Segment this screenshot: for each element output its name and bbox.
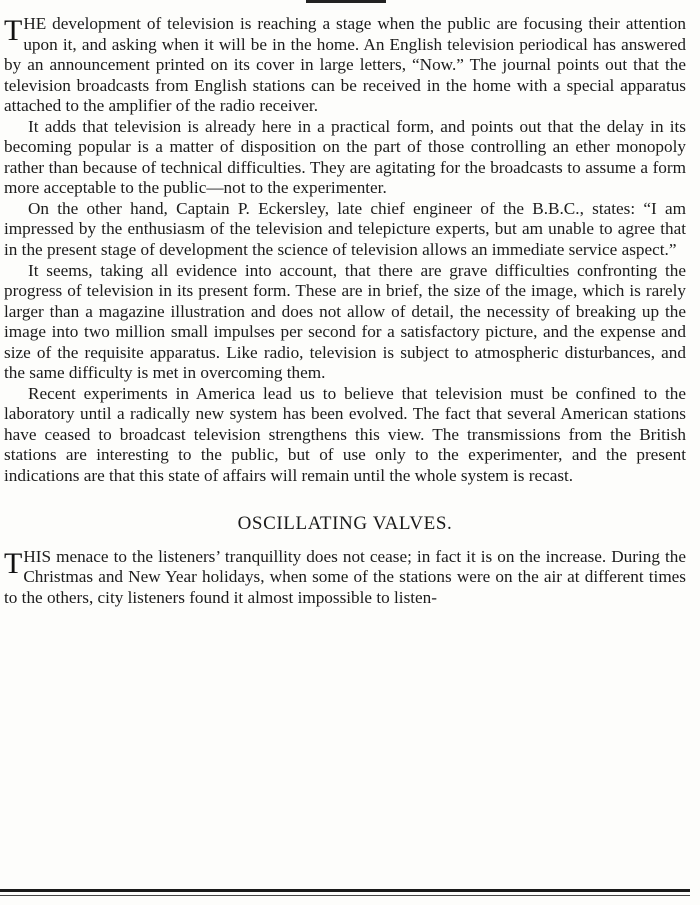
paragraph-america: Recent experiments in America lead us to believe that television must be confined to the laboratory until a radically new system has been evolved. The fact that several American stations have ceased to broadcast television strengthens this view. The transmissions from the British stations are interesting to the public, but of use only to the experimenter, and the present indications are that this state of affairs will remain until the whole system is recast. [4,383,686,486]
paragraph-oscillating-intro [4,547,686,609]
paragraph-text: HE development of television is reaching a stage when the public are focusing their attention upon it, and asking when it will be in the home. An English television periodical has answered by an announcement printed on its cover in large letters, “Now.” The journal points out that the television broadcasts from English stations can be received in the home with a special apparatus attached to the amplifier of the radio receiver. [4,14,686,116]
top-rule [306,0,386,3]
paragraph-eckersley: On the other hand, Captain P. Eckersley, late chief engineer of the B.B.C., states: “I am impressed by the enthusiasm of the television and telepicture experts, but am unable to agree that in the present stage of development the science of television allows an immediate service aspect.” [4,198,686,260]
paragraph-difficulties: It seems, taking all evidence into account, that there are grave difficulties confronting the progress of television in its present form. These are in brief, the size of the image, which is rarely larger than a magazine illustration and does not allow of detail, the necessity of breaking up the image into two million small impulses per second for a satisfactory picture, and the expense and size of the requisite apparatus. Like radio, television is subject to atmospheric disturbances, and the same difficulty is met in overcoming them. [4,260,686,383]
drop-cap: T [4,14,23,47]
bottom-rule [0,889,690,892]
section-heading: OSCILLATING VALVES. [237,512,453,534]
paragraph-text: HIS menace to the listeners’ tranquillity does not cease; in fact it is on the increase. During the Christmas and New Year holidays, when some of the stations were on the air at different times to the others, city listeners found it almost impossible to listen- [4,546,686,607]
drop-cap: T [4,546,23,580]
paragraph-practical-form: It adds that television is already here in a practical form, and points out that the delay in its becoming popular is a matter of disposition on the part of those controlling an ether monopoly rather than because of technical difficulties. They are agitating for the broadcasts to assume a form more acceptable to the public—not to the experimenter. [4,116,686,198]
bottom-rule-thin [0,895,690,896]
paragraph-television-intro [4,14,686,117]
page-body [4,14,686,608]
